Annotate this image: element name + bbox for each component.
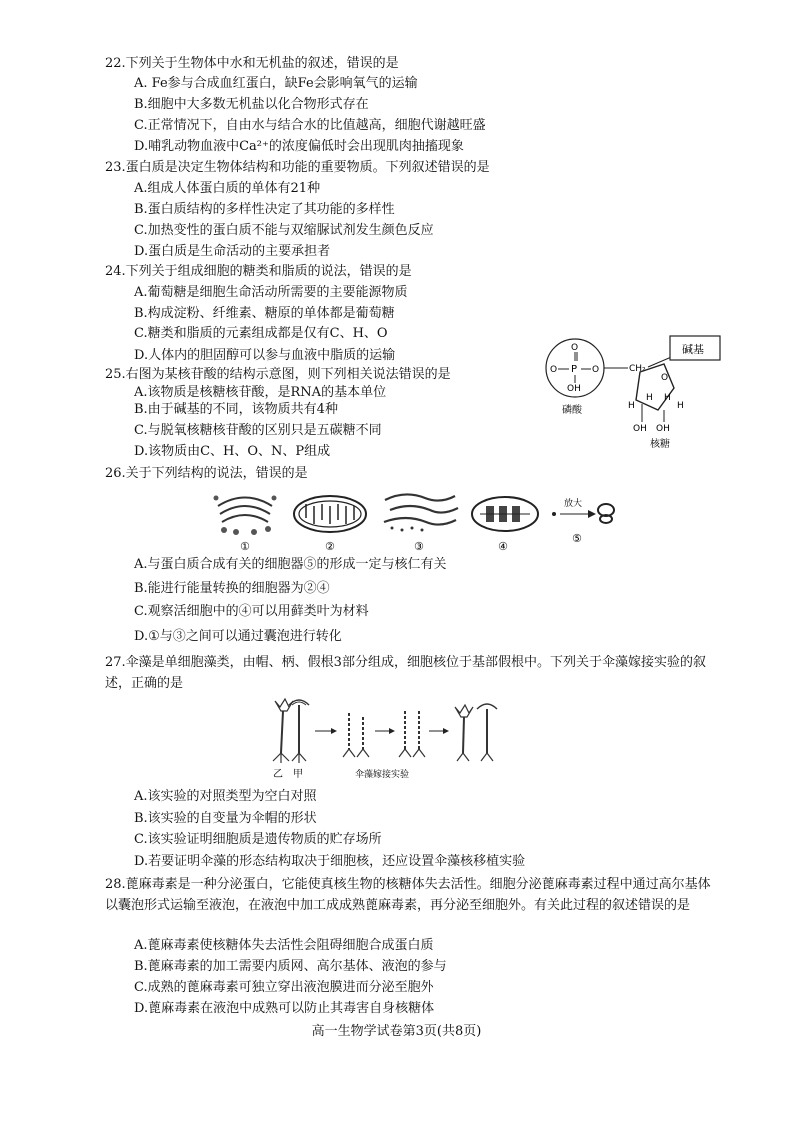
organelle-4-chloroplast	[472, 497, 538, 531]
q22-option-a: A. Fe参与合成血红蛋白，缺Fe会影响氧气的运输	[134, 76, 418, 91]
fig27-caption: 伞藻嫁接实验	[355, 770, 410, 780]
phosphate-left-o: O	[550, 365, 558, 375]
phosphate-top-o: O	[571, 343, 579, 353]
phosphate-oh: OH	[567, 384, 581, 394]
oh-left: OH	[633, 424, 647, 434]
q25-stem: 25.右图为某核苷酸的结构示意图，则下列相关说法错误的是	[105, 367, 451, 382]
q24-option-c: C.糖类和脂质的元素组成都是仅有C、H、O	[134, 326, 388, 341]
organelles-figure	[210, 484, 625, 554]
q23-stem: 23.蛋白质是决定生物体结构和功能的重要物质。下列叙述错误的是	[105, 160, 490, 175]
q26-option-c: C.观察活细胞中的④可以用藓类叶为材料	[134, 604, 369, 619]
base-label: 碱基	[682, 343, 704, 356]
phosphate-label: 磷酸	[562, 405, 582, 416]
h3: H	[628, 401, 635, 411]
q22-option-b: B.细胞中大多数无机盐以化合物形式存在	[134, 97, 369, 112]
q26-stem: 26.关于下列结构的说法，错误的是	[105, 466, 308, 481]
organelle-5-ribosome	[598, 504, 614, 523]
label-yi: 乙	[273, 769, 283, 780]
graft-result	[455, 704, 497, 761]
q28-option-d: D.蓖麻毒素在液泡中成熟可以防止其毒害自身核糖体	[134, 1001, 435, 1016]
nucleotide-structure-figure	[540, 330, 740, 455]
graft-stage-2	[399, 711, 425, 757]
plant-yi	[273, 699, 293, 763]
ch2-label: CH₂	[629, 364, 646, 374]
q26-option-d: D.①与③之间可以通过囊泡进行转化	[134, 629, 342, 644]
label-5: ⑤	[572, 532, 582, 545]
label-4: ④	[498, 540, 508, 553]
ribosome-dot	[552, 512, 556, 516]
q25-option-c: C.与脱氧核糖核苷酸的区别只是五碳糖不同	[134, 423, 382, 438]
q23-option-a: A.组成人体蛋白质的单体有21种	[134, 181, 321, 196]
acetabularia-grafting-figure	[265, 693, 515, 783]
q24-option-b: B.构成淀粉、纤维素、糖原的单体都是葡萄糖	[134, 306, 395, 321]
organelle-2-mitochondrion	[294, 496, 366, 532]
q25-option-d: D.该物质由C、H、O、N、P组成	[134, 444, 331, 459]
sugar-label: 核糖	[650, 439, 670, 450]
q28-stem: 28.蓖麻毒素是一种分泌蛋白，它能使真核生物的核糖体失去活性。细胞分泌蓖麻毒素过程中通过高尔基体以囊泡形式运输至液泡，在液泡中加工成成熟蓖麻毒素，再分泌至细胞外。有关此过程的叙述错误的是	[105, 877, 711, 913]
q27-option-d: D.若要证明伞藻的形态结构取决于细胞核，还应设置伞藻核移植实验	[134, 854, 526, 869]
label-2: ②	[325, 540, 335, 553]
organelle-1-golgi	[214, 496, 277, 536]
q25-option-a: A.该物质是核糖核苷酸，是RNA的基本单位	[134, 385, 387, 400]
phosphate-p: P	[571, 364, 578, 375]
label-3: ③	[414, 540, 424, 553]
q24-stem: 24.下列关于组成细胞的糖类和脂质的说法，错误的是	[105, 264, 412, 279]
organelle-3-er	[384, 494, 458, 531]
q27-option-a: A.该实验的对照类型为空白对照	[134, 789, 317, 804]
q28-option-c: C.成熟的蓖麻毒素可独立穿出液泡膜进而分泌至胞外	[134, 980, 434, 995]
q28-option-a: A.蓖麻毒素使核糖体失去活性会阻碍细胞合成蛋白质	[134, 938, 434, 953]
q25-option-b: B.由于碱基的不同，该物质共有4种	[134, 402, 338, 417]
q28-option-b: B.蓖麻毒素的加工需要内质网、高尔基体、液泡的参与	[134, 959, 447, 974]
q27-option-b: B.该实验的自变量为伞帽的形状	[134, 811, 317, 826]
q24-option-d: D.人体内的胆固醇可以参与血液中脂质的运输	[134, 348, 396, 363]
h1: H	[646, 393, 653, 403]
q22-option-c: C.正常情况下，自由水与结合水的比值越高，细胞代谢越旺盛	[134, 118, 486, 133]
phosphate-right-o: O	[592, 365, 600, 375]
q26-option-b: B.能进行能量转换的细胞器为②④	[134, 581, 330, 596]
q23-option-c: C.加热变性的蛋白质不能与双缩脲试剂发生颜色反应	[134, 223, 434, 238]
page-footer: 高一生物学试卷第3页(共8页)	[311, 1024, 482, 1039]
zoom-label: 放大	[564, 499, 583, 509]
q22-option-d: D.哺乳动物血液中Ca²⁺的浓度偏低时会出现肌肉抽搐现象	[134, 139, 464, 154]
h2: H	[664, 393, 671, 403]
h4: H	[677, 401, 684, 411]
q27-option-c: C.该实验证明细胞质是遗传物质的贮存场所	[134, 832, 382, 847]
plant-jia	[289, 700, 309, 763]
label-1: ①	[240, 540, 250, 553]
q26-option-a: A.与蛋白质合成有关的细胞器⑤的形成一定与核仁有关	[134, 557, 447, 572]
q24-option-a: A.葡萄糖是细胞生命活动所需要的主要能源物质	[134, 285, 408, 300]
q23-option-d: D.蛋白质是生命活动的主要承担者	[134, 244, 331, 259]
ribose-ring	[636, 364, 674, 410]
graft-stage-1	[343, 713, 369, 757]
oh-right: OH	[656, 424, 670, 434]
q22-stem: 22.下列关于生物体中水和无机盐的叙述，错误的是	[105, 56, 399, 71]
label-jia: 甲	[293, 769, 303, 780]
ring-oxygen: O	[661, 373, 669, 383]
q27-stem: 27.伞藻是单细胞藻类，由帽、柄、假根3部分组成，细胞核位于基部假根中。下列关于伞藻嫁接实验的叙述，正确的是	[105, 655, 706, 691]
q23-option-b: B.蛋白质结构的多样性决定了其功能的多样性	[134, 202, 395, 217]
